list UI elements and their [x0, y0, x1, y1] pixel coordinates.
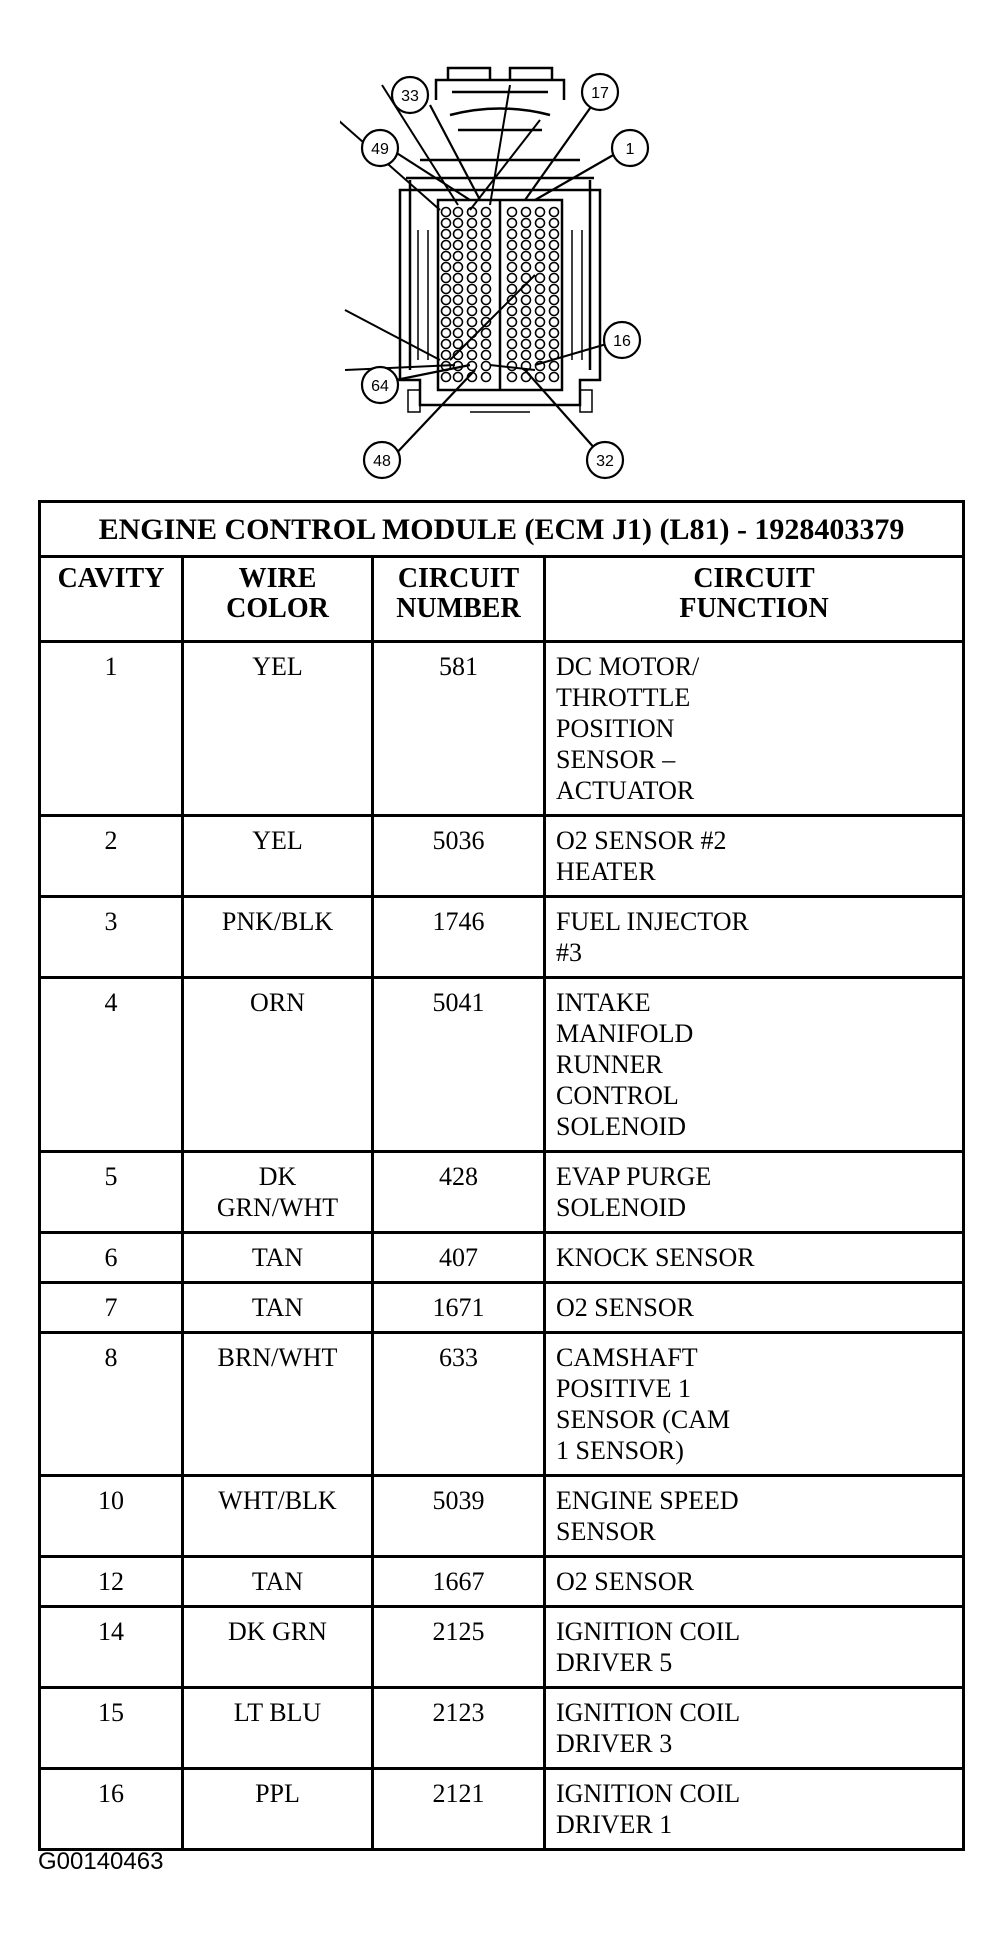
- wire-color-cell: [183, 642, 373, 816]
- wire-color-line: LT BLU: [233, 1698, 322, 1727]
- circuit-function-cell: [545, 1283, 964, 1333]
- circuit-function-line: RUNNER: [556, 1050, 663, 1079]
- wire-color-cell: [183, 1283, 373, 1333]
- circuit-function-line: MANIFOLD: [556, 1019, 694, 1048]
- circuit-function-line: POSITION: [556, 714, 675, 743]
- pin-number-label: 1: [625, 141, 635, 158]
- circuit-number-cell: 428: [373, 1152, 545, 1233]
- pin-callout: [612, 130, 648, 166]
- circuit-function-cell: [545, 1688, 964, 1769]
- pin-number-label: 17: [591, 85, 609, 102]
- circuit-function-cell: [545, 978, 964, 1152]
- wire-color-line: GRN/WHT: [216, 1193, 339, 1222]
- circuit-function-line: IGNITION COIL: [556, 1698, 741, 1727]
- column-header: [373, 557, 545, 642]
- circuit-function-line: SOLENOID: [556, 1112, 686, 1141]
- cavity-cell: 12: [40, 1557, 183, 1607]
- wire-color-line: TAN: [251, 1567, 304, 1596]
- table-row: [40, 1607, 964, 1688]
- wire-color-line: TAN: [251, 1293, 304, 1322]
- wire-color-cell: [183, 1476, 373, 1557]
- wire-color-cell: [183, 816, 373, 897]
- cavity-cell: 3: [40, 897, 183, 978]
- pin-callout: [364, 442, 400, 478]
- circuit-function-line: O2 SENSOR: [556, 1567, 694, 1596]
- circuit-number-cell: 407: [373, 1233, 545, 1283]
- pin-callout: [604, 322, 640, 358]
- pin-callouts: [0, 0, 998, 500]
- circuit-number-cell: 2125: [373, 1607, 545, 1688]
- pinout-table: [38, 500, 965, 1851]
- pin-callout: [582, 74, 618, 110]
- table-row: [40, 1333, 964, 1476]
- cavity-cell: 16: [40, 1769, 183, 1850]
- column-header-line: CAVITY: [57, 563, 165, 594]
- circuit-number-cell: 581: [373, 642, 545, 816]
- circuit-function-line: SOLENOID: [556, 1193, 686, 1222]
- circuit-function-cell: [545, 1476, 964, 1557]
- circuit-number-cell: 2121: [373, 1769, 545, 1850]
- circuit-number-cell: 1746: [373, 897, 545, 978]
- wire-color-cell: [183, 1152, 373, 1233]
- circuit-function-line: DRIVER 1: [556, 1810, 673, 1839]
- wire-color-line: BRN/WHT: [217, 1343, 338, 1372]
- circuit-function-line: HEATER: [556, 857, 656, 886]
- circuit-function-line: EVAP PURGE: [556, 1162, 712, 1191]
- wire-color-cell: [183, 1557, 373, 1607]
- column-header-line: CIRCUIT: [693, 563, 815, 594]
- circuit-function-line: IGNITION COIL: [556, 1617, 741, 1646]
- wire-color-line: PNK/BLK: [221, 907, 334, 936]
- circuit-function-line: O2 SENSOR: [556, 1293, 694, 1322]
- cavity-cell: 8: [40, 1333, 183, 1476]
- wire-color-cell: [183, 1688, 373, 1769]
- circuit-function-line: O2 SENSOR #2: [556, 826, 727, 855]
- cavity-cell: 1: [40, 642, 183, 816]
- cavity-cell: 6: [40, 1233, 183, 1283]
- pin-number-label: 32: [596, 453, 614, 470]
- circuit-number-cell: 1667: [373, 1557, 545, 1607]
- circuit-function-line: SENSOR: [556, 1517, 656, 1546]
- wire-color-line: YEL: [252, 826, 303, 855]
- circuit-function-cell: [545, 1152, 964, 1233]
- column-header-line: WIRE: [238, 563, 317, 594]
- cavity-cell: 7: [40, 1283, 183, 1333]
- wire-color-cell: [183, 1333, 373, 1476]
- table-row: [40, 1688, 964, 1769]
- column-header-line: CIRCUIT: [397, 563, 520, 594]
- wire-color-line: DK GRN: [228, 1617, 327, 1646]
- wire-color-cell: [183, 1769, 373, 1850]
- pin-number-label: 48: [373, 453, 391, 470]
- table-header-row: [40, 557, 964, 642]
- pin-callout: [362, 367, 398, 403]
- circuit-function-line: #3: [556, 938, 582, 967]
- circuit-function-line: POSITIVE 1: [556, 1374, 692, 1403]
- column-header-line: FUNCTION: [679, 593, 829, 624]
- cavity-cell: 4: [40, 978, 183, 1152]
- wire-color-cell: [183, 1233, 373, 1283]
- table-row: [40, 978, 964, 1152]
- circuit-function-line: THROTTLE: [556, 683, 691, 712]
- table-row: [40, 1152, 964, 1233]
- circuit-number-cell: 5036: [373, 816, 545, 897]
- circuit-function-cell: [545, 642, 964, 816]
- table-row: [40, 897, 964, 978]
- wire-color-cell: [183, 978, 373, 1152]
- pin-number-label: 16: [613, 333, 631, 350]
- pin-callout: [392, 77, 428, 113]
- column-header: [40, 557, 183, 642]
- cavity-cell: 2: [40, 816, 183, 897]
- wire-color-cell: [183, 897, 373, 978]
- column-header-line: NUMBER: [396, 593, 521, 624]
- pin-callout: [587, 442, 623, 478]
- circuit-function-line: DC MOTOR/: [556, 652, 700, 681]
- column-header-line: COLOR: [226, 593, 329, 624]
- wire-color-line: ORN: [250, 988, 305, 1017]
- circuit-function-line: ACTUATOR: [556, 776, 695, 805]
- wire-color-line: TAN: [251, 1243, 304, 1272]
- table-row: [40, 642, 964, 816]
- circuit-function-line: ENGINE SPEED: [556, 1486, 739, 1515]
- wire-color-line: WHT/BLK: [218, 1486, 337, 1515]
- circuit-function-cell: [545, 897, 964, 978]
- column-header: [545, 557, 964, 642]
- table-title: ENGINE CONTROL MODULE (ECM J1) (L81) - 1928403379: [40, 502, 964, 557]
- circuit-function-line: CAMSHAFT: [556, 1343, 698, 1372]
- wire-color-cell: [183, 1607, 373, 1688]
- circuit-function-line: SENSOR (CAM: [556, 1405, 731, 1434]
- circuit-number-cell: 2123: [373, 1688, 545, 1769]
- figure-code: G00140463: [38, 1848, 164, 1875]
- circuit-number-cell: 5041: [373, 978, 545, 1152]
- cavity-cell: 10: [40, 1476, 183, 1557]
- circuit-function-cell: [545, 1333, 964, 1476]
- cavity-cell: 15: [40, 1688, 183, 1769]
- circuit-function-cell: [545, 1769, 964, 1850]
- table-row: [40, 816, 964, 897]
- circuit-number-cell: 633: [373, 1333, 545, 1476]
- circuit-function-line: IGNITION COIL: [556, 1779, 741, 1808]
- circuit-function-line: FUEL INJECTOR: [556, 907, 749, 936]
- pin-callout: [362, 130, 398, 166]
- circuit-number-cell: 1671: [373, 1283, 545, 1333]
- wire-color-line: DK: [258, 1162, 297, 1191]
- table-body: [40, 642, 964, 1850]
- circuit-function-cell: [545, 1233, 964, 1283]
- pin-number-label: 33: [401, 88, 419, 105]
- cavity-cell: 5: [40, 1152, 183, 1233]
- table-row: [40, 1476, 964, 1557]
- table-row: [40, 1283, 964, 1333]
- circuit-function-line: CONTROL: [556, 1081, 679, 1110]
- circuit-function-line: SENSOR –: [556, 745, 676, 774]
- cavity-cell: 14: [40, 1607, 183, 1688]
- pin-number-label: 64: [371, 378, 389, 395]
- pin-number-label: 49: [371, 141, 389, 158]
- circuit-function-line: INTAKE: [556, 988, 651, 1017]
- circuit-function-line: 1 SENSOR): [556, 1436, 684, 1465]
- wire-color-line: YEL: [252, 652, 303, 681]
- circuit-function-line: DRIVER 5: [556, 1648, 673, 1677]
- table-row: [40, 1233, 964, 1283]
- circuit-function-line: DRIVER 3: [556, 1729, 673, 1758]
- table-row: [40, 1769, 964, 1850]
- column-header: [183, 557, 373, 642]
- circuit-function-cell: [545, 816, 964, 897]
- circuit-function-cell: [545, 1557, 964, 1607]
- circuit-function-line: KNOCK SENSOR: [556, 1243, 755, 1272]
- circuit-number-cell: 5039: [373, 1476, 545, 1557]
- wire-color-line: PPL: [255, 1779, 300, 1808]
- table-row: [40, 1557, 964, 1607]
- circuit-function-cell: [545, 1607, 964, 1688]
